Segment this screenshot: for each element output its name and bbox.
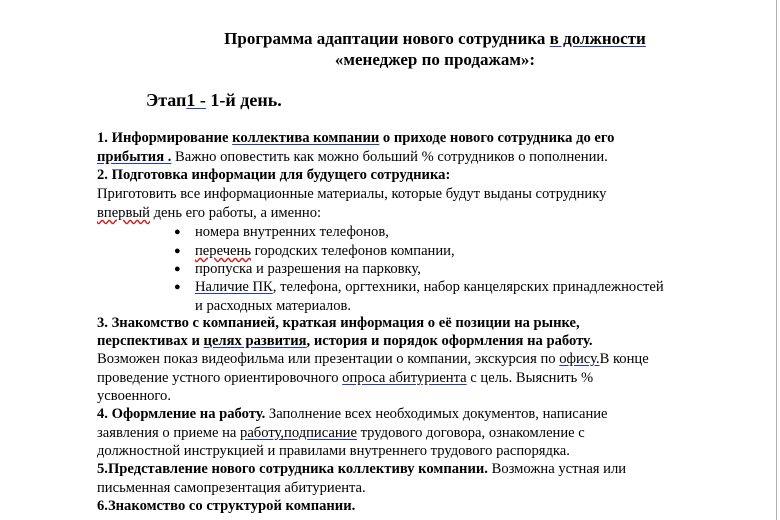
item-text: , телефона, оргтехники, набор канцелярских принадлежностей <box>272 279 664 295</box>
spell-error: впервый <box>97 205 150 221</box>
item-bold: перспективах и <box>97 333 204 349</box>
item-bold: , история и порядок оформления на работу. <box>306 333 593 349</box>
doc-title-line2: «менеджер по продажам»: <box>334 50 536 69</box>
item-3-line3 <box>97 351 649 368</box>
stage-word: Этап <box>146 90 187 110</box>
item-text: с цель. Выяснить % <box>466 370 594 386</box>
item-text: трудового договора, ознакомление с <box>356 425 585 441</box>
bullet-item-2 <box>195 243 455 260</box>
item-4-line3: должностной инструкцией и правилами внутреннего трудового распорядка. <box>97 443 570 459</box>
bullet-item-4 <box>195 279 664 296</box>
bullet-icon: ● <box>174 226 181 238</box>
item-3-line4 <box>97 370 593 387</box>
doc-title-line1 <box>0 29 780 49</box>
item-6-line1: 6.Знакомство со структурой компании. <box>97 498 356 514</box>
item-4-line2 <box>97 425 585 442</box>
item-underlined: работу,подписание <box>240 425 357 441</box>
stage-day: 1-й день. <box>205 90 282 110</box>
item-text: городских телефонов компании, <box>250 243 455 259</box>
item-underlined: офису. <box>559 351 600 367</box>
bullet-icon: ● <box>174 263 181 275</box>
bullet-item-3: пропуска и разрешения на парковку, <box>195 261 421 277</box>
item-bold: 4. Оформление на работу. <box>97 406 266 422</box>
item-2-text2 <box>97 205 321 222</box>
item-2-text1: Приготовить все информационные материалы, которые будут выданы сотруднику <box>97 186 607 202</box>
title-underlined: в должности <box>549 29 646 48</box>
item-1-line2 <box>97 149 608 166</box>
title-text: Программа адаптации нового сотрудника <box>224 29 550 48</box>
item-underlined: Наличие ПК <box>195 279 273 295</box>
item-underlined: опроса абитуриента <box>342 370 467 386</box>
item-3-line5: усвоенного. <box>97 388 172 404</box>
stage-heading <box>146 90 282 111</box>
spell-error: перечень <box>195 243 251 259</box>
item-3-line1: 3. Знакомство с компанией, краткая информация о её позиции на рынке, <box>97 315 580 331</box>
bullet-icon: ● <box>174 245 181 257</box>
item-text: Заполнение всех необходимых документов, написание <box>265 406 608 422</box>
item-text: В конце <box>599 351 649 367</box>
item-bold: 5.Представление нового сотрудника коллективу компании. <box>97 461 488 477</box>
item-underlined: целях развития <box>203 333 307 349</box>
item-underlined: прибытия . <box>97 149 172 165</box>
item-1-line1 <box>97 130 614 147</box>
bullet-item-4-cont: и расходных материалов. <box>195 298 352 314</box>
item-5-line1 <box>97 461 626 478</box>
item-text: заявления о приеме на <box>97 425 241 441</box>
item-3-line2 <box>97 333 593 350</box>
item-underlined: коллектива компании <box>232 130 380 146</box>
item-4-line1 <box>97 406 608 423</box>
item-2-title: 2. Подготовка информации для будущего сотрудника: <box>97 167 451 183</box>
item-bold: о приходе нового сотрудника до его <box>379 130 615 146</box>
stage-number: 1 - <box>186 90 206 110</box>
item-text: день его работы, а именно: <box>149 205 322 221</box>
item-bold: Информирование <box>111 130 233 146</box>
item-text: Возможна устная или <box>487 461 627 477</box>
bullet-item-1: номера внутренних телефонов, <box>195 224 389 240</box>
item-text: проведение устного ориентировочного <box>97 370 343 386</box>
page-edge <box>776 0 777 520</box>
item-5-line2: письменная самопрезентация абитуриента. <box>97 480 366 496</box>
item-number: 1. <box>97 130 112 146</box>
item-text: Важно оповестить как можно больший % сотрудников о пополнении. <box>171 149 608 165</box>
item-text: Возможен показ видеофильма или презентации о компании, экскурсия по <box>97 351 560 367</box>
bullet-icon: ● <box>174 281 181 293</box>
